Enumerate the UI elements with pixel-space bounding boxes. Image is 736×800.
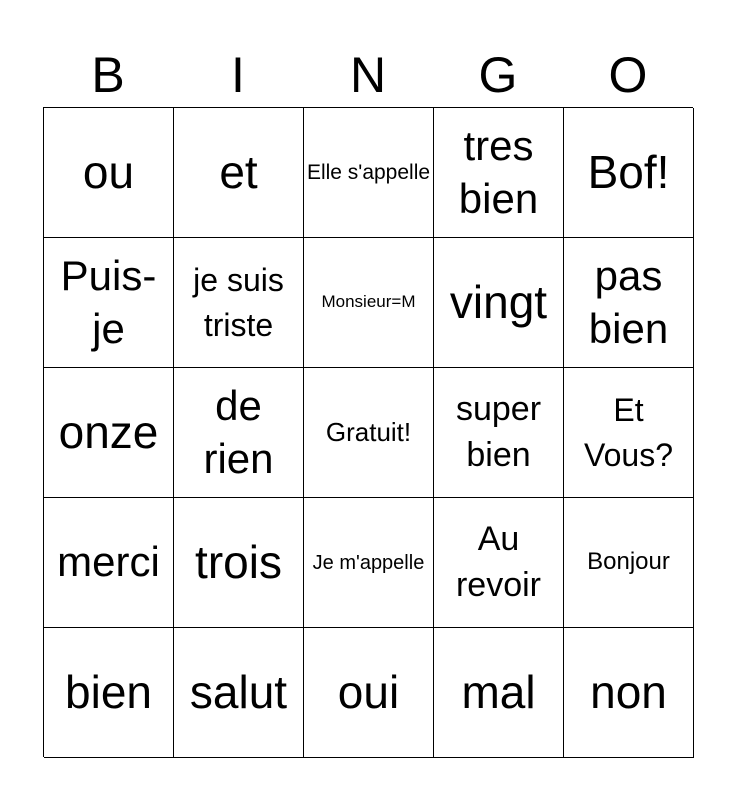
bingo-cell[interactable] bbox=[174, 368, 304, 498]
cell-text: ou bbox=[82, 146, 135, 199]
bingo-cell[interactable] bbox=[434, 108, 564, 238]
cell-text: Gratuit! bbox=[325, 416, 412, 447]
bingo-cell[interactable] bbox=[44, 368, 174, 498]
bingo-cell[interactable] bbox=[434, 368, 564, 498]
bingo-cell[interactable] bbox=[564, 628, 694, 758]
bingo-cell[interactable] bbox=[174, 108, 304, 238]
bingo-cell[interactable] bbox=[174, 628, 304, 758]
bingo-cell[interactable] bbox=[564, 498, 694, 628]
cell-text: de rien bbox=[203, 382, 274, 482]
bingo-cell[interactable] bbox=[564, 368, 694, 498]
cell-text: onze bbox=[58, 406, 159, 459]
cell-text: Puis-je bbox=[60, 252, 157, 352]
bingo-cell[interactable] bbox=[564, 108, 694, 238]
cell-text: Bof! bbox=[587, 146, 670, 199]
bingo-cell[interactable] bbox=[44, 628, 174, 758]
bingo-cell[interactable] bbox=[304, 368, 434, 498]
cell-text: trois bbox=[195, 536, 282, 589]
cell-text: Je m'appelle bbox=[312, 551, 425, 574]
cell-text: super bien bbox=[455, 389, 542, 474]
cell-text: tres bien bbox=[458, 122, 539, 222]
cell-text: Monsieur=M bbox=[321, 292, 416, 312]
cell-text: merci bbox=[57, 538, 160, 586]
cell-text: mal bbox=[461, 666, 536, 719]
header-letter-i: I bbox=[231, 47, 245, 103]
bingo-cell[interactable] bbox=[44, 498, 174, 628]
cell-text: oui bbox=[337, 666, 400, 719]
bingo-cell[interactable] bbox=[304, 238, 434, 368]
cell-text: Et Vous? bbox=[584, 391, 673, 473]
cell-text: pas bien bbox=[588, 252, 669, 352]
bingo-cell[interactable] bbox=[434, 628, 564, 758]
cell-text: et bbox=[219, 146, 258, 199]
cell-text: non bbox=[590, 666, 667, 719]
cell-text: Au revoir bbox=[455, 519, 542, 604]
cell-text: je suis triste bbox=[193, 261, 284, 343]
bingo-board bbox=[43, 107, 693, 757]
cell-text: vingt bbox=[449, 276, 548, 329]
bingo-cell[interactable] bbox=[174, 498, 304, 628]
cell-text: salut bbox=[189, 666, 288, 719]
header-letter-b: B bbox=[91, 47, 125, 103]
header-letter-g: G bbox=[478, 47, 518, 103]
bingo-cell[interactable] bbox=[434, 238, 564, 368]
bingo-cell[interactable] bbox=[434, 498, 564, 628]
bingo-cell[interactable] bbox=[564, 238, 694, 368]
header-letter-o: O bbox=[608, 47, 648, 103]
bingo-cell[interactable] bbox=[304, 498, 434, 628]
cell-text: Elle s'appelle bbox=[306, 160, 431, 184]
bingo-cell[interactable] bbox=[304, 628, 434, 758]
bingo-cell[interactable] bbox=[304, 108, 434, 238]
bingo-header bbox=[43, 44, 693, 106]
header-letter-n: N bbox=[349, 47, 387, 103]
cell-text: bien bbox=[65, 666, 152, 719]
bingo-cell[interactable] bbox=[44, 108, 174, 238]
bingo-cell[interactable] bbox=[44, 238, 174, 368]
bingo-cell[interactable] bbox=[174, 238, 304, 368]
cell-text: Bonjour bbox=[587, 548, 670, 576]
